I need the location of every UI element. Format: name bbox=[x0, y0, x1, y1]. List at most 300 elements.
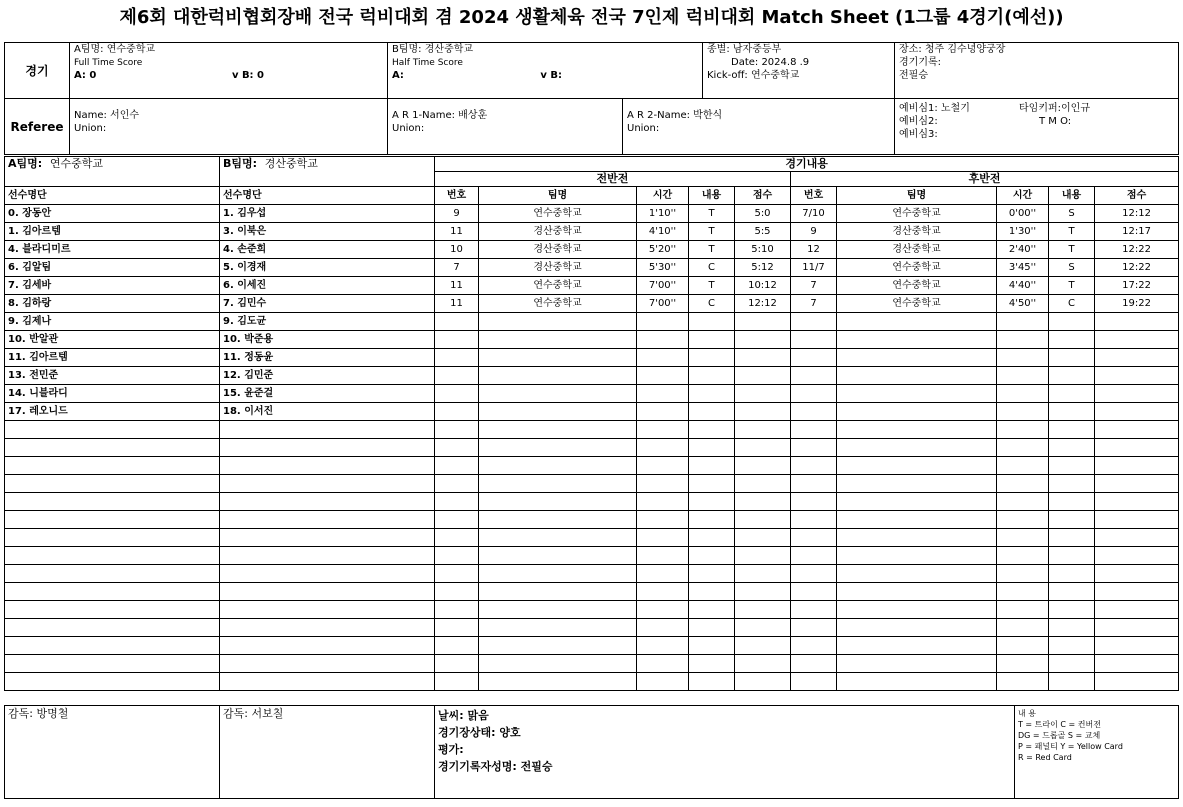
match-label: 경기 bbox=[5, 43, 70, 99]
first-half-team: 연수중학교 bbox=[479, 205, 637, 223]
roster-b-player bbox=[220, 493, 435, 511]
second-half-num bbox=[791, 547, 837, 565]
first-half-type bbox=[689, 403, 735, 421]
first-half-score: 10:12 bbox=[735, 277, 791, 295]
ar2-cell bbox=[623, 99, 895, 155]
coach-b: 감독: 서보칠 bbox=[220, 706, 435, 799]
first-half-score bbox=[735, 673, 791, 691]
first-half-score: 5:5 bbox=[735, 223, 791, 241]
first-half-team: 연수중학교 bbox=[479, 277, 637, 295]
second-half-num bbox=[791, 313, 837, 331]
first-half-time bbox=[637, 493, 689, 511]
first-half-time bbox=[637, 385, 689, 403]
second-half-type bbox=[1049, 313, 1095, 331]
first-half-team bbox=[479, 385, 637, 403]
second-half-team bbox=[837, 403, 997, 421]
first-half-team bbox=[479, 601, 637, 619]
second-half-team bbox=[837, 655, 997, 673]
second-half-score bbox=[1095, 493, 1179, 511]
second-half-type bbox=[1049, 385, 1095, 403]
second-half-score: 17:22 bbox=[1095, 277, 1179, 295]
first-half-num bbox=[435, 565, 479, 583]
first-half-time: 4'10'' bbox=[637, 223, 689, 241]
roster-b-player bbox=[220, 565, 435, 583]
roster-a-player: 6. 김알팀 bbox=[5, 259, 220, 277]
first-half-num bbox=[435, 583, 479, 601]
roster-b-player: 1. 김우섭 bbox=[220, 205, 435, 223]
first-half-team bbox=[479, 619, 637, 637]
table-row bbox=[5, 367, 1179, 385]
second-half-score bbox=[1095, 331, 1179, 349]
officials-cell bbox=[895, 99, 1179, 155]
footer-table bbox=[4, 705, 1179, 799]
first-half-type bbox=[689, 619, 735, 637]
second-half-num bbox=[791, 583, 837, 601]
table-row bbox=[5, 655, 1179, 673]
second-half-type bbox=[1049, 619, 1095, 637]
first-half-time: 5'30'' bbox=[637, 259, 689, 277]
ground-condition: 경기장상태: 양호 bbox=[438, 726, 521, 739]
second-half-time: 1'30'' bbox=[997, 223, 1049, 241]
roster-b-player bbox=[220, 637, 435, 655]
first-half-score bbox=[735, 601, 791, 619]
table-row bbox=[5, 277, 1179, 295]
first-half-team bbox=[479, 547, 637, 565]
roster-a-player bbox=[5, 637, 220, 655]
roster-a-player bbox=[5, 493, 220, 511]
roster-a-player: 14. 니블라디 bbox=[5, 385, 220, 403]
table-row bbox=[5, 439, 1179, 457]
first-half-score: 5:10 bbox=[735, 241, 791, 259]
second-half-score: 12:22 bbox=[1095, 241, 1179, 259]
second-half-num bbox=[791, 619, 837, 637]
first-half-type bbox=[689, 583, 735, 601]
first-half-num bbox=[435, 601, 479, 619]
first-half-score bbox=[735, 439, 791, 457]
second-half-score bbox=[1095, 583, 1179, 601]
roster-a-player: 8. 김하랑 bbox=[5, 295, 220, 313]
first-half-score: 12:12 bbox=[735, 295, 791, 313]
first-half-type: T bbox=[689, 277, 735, 295]
timekeeper: 타임키퍼:이인규 bbox=[1019, 103, 1090, 114]
first-half-type bbox=[689, 601, 735, 619]
second-half-num bbox=[791, 331, 837, 349]
second-half-type bbox=[1049, 457, 1095, 475]
second-half-time bbox=[997, 583, 1049, 601]
col-type-2: 내용 bbox=[1049, 187, 1095, 205]
first-half-time bbox=[637, 349, 689, 367]
roster-b-player bbox=[220, 457, 435, 475]
first-half-score bbox=[735, 529, 791, 547]
full-time-label: Full Time Score bbox=[74, 58, 143, 68]
team-a-heading-label: A팀명: bbox=[8, 157, 43, 170]
second-half-time bbox=[997, 547, 1049, 565]
first-half-score bbox=[735, 349, 791, 367]
second-half-num bbox=[791, 421, 837, 439]
venue-label: 장소: bbox=[899, 44, 922, 55]
first-half-num bbox=[435, 475, 479, 493]
first-half-team bbox=[479, 673, 637, 691]
second-half-team: 경산중학교 bbox=[837, 241, 997, 259]
first-half-type bbox=[689, 547, 735, 565]
full-time-b: v B: 0 bbox=[231, 70, 264, 81]
weather: 날씨: 맑음 bbox=[438, 709, 489, 722]
second-half-num bbox=[791, 529, 837, 547]
first-half-team: 경산중학교 bbox=[479, 223, 637, 241]
second-half-team bbox=[837, 529, 997, 547]
table-row bbox=[5, 565, 1179, 583]
second-half-score bbox=[1095, 403, 1179, 421]
first-half-team bbox=[479, 439, 637, 457]
col-score-1: 점수 bbox=[735, 187, 791, 205]
second-half-type bbox=[1049, 547, 1095, 565]
first-half-time bbox=[637, 475, 689, 493]
second-half-team: 연수중학교 bbox=[837, 205, 997, 223]
table-row bbox=[5, 259, 1179, 277]
division-label: 종별: bbox=[707, 44, 730, 55]
first-half-num bbox=[435, 493, 479, 511]
col-type-1: 내용 bbox=[689, 187, 735, 205]
first-half-num: 7 bbox=[435, 259, 479, 277]
second-half-type bbox=[1049, 511, 1095, 529]
table-row bbox=[5, 313, 1179, 331]
first-half-num: 10 bbox=[435, 241, 479, 259]
second-half-time bbox=[997, 493, 1049, 511]
roster-a-player bbox=[5, 601, 220, 619]
second-half-score bbox=[1095, 511, 1179, 529]
first-half-type bbox=[689, 475, 735, 493]
second-half-score bbox=[1095, 547, 1179, 565]
second-half-num: 7/10 bbox=[791, 205, 837, 223]
reserve-1: 예비심1: 노철기 bbox=[899, 103, 970, 114]
second-half-type bbox=[1049, 493, 1095, 511]
first-half-num bbox=[435, 385, 479, 403]
first-half-num bbox=[435, 655, 479, 673]
first-half-time bbox=[637, 655, 689, 673]
first-half-team bbox=[479, 403, 637, 421]
recorder-name: 전필승 bbox=[899, 70, 928, 81]
table-row bbox=[5, 421, 1179, 439]
first-half-team bbox=[479, 349, 637, 367]
kickoff: Kick-off: 연수중학교 bbox=[707, 70, 800, 81]
second-half-score bbox=[1095, 313, 1179, 331]
second-half-score bbox=[1095, 385, 1179, 403]
legend-box bbox=[1015, 706, 1179, 799]
roster-b-player: 15. 윤준걸 bbox=[220, 385, 435, 403]
first-half-score bbox=[735, 655, 791, 673]
first-half-team bbox=[479, 655, 637, 673]
legend-title: 내 용 bbox=[1018, 709, 1036, 718]
second-half-time bbox=[997, 439, 1049, 457]
second-half-score bbox=[1095, 655, 1179, 673]
first-half-team bbox=[479, 565, 637, 583]
roster-b-player: 10. 박준용 bbox=[220, 331, 435, 349]
table-row bbox=[5, 241, 1179, 259]
first-half-team bbox=[479, 583, 637, 601]
table-row bbox=[5, 475, 1179, 493]
table-row bbox=[5, 223, 1179, 241]
roster-a-player: 17. 레오니드 bbox=[5, 403, 220, 421]
second-half-num bbox=[791, 511, 837, 529]
first-half-time: 7'00'' bbox=[637, 295, 689, 313]
second-half-num: 11/7 bbox=[791, 259, 837, 277]
second-half-type bbox=[1049, 583, 1095, 601]
ar1-cell bbox=[388, 99, 623, 155]
second-half-score bbox=[1095, 673, 1179, 691]
first-half-type: C bbox=[689, 295, 735, 313]
table-row bbox=[5, 385, 1179, 403]
roster-a-player bbox=[5, 619, 220, 637]
first-half-type bbox=[689, 565, 735, 583]
referee-name: Name: 서인수 bbox=[74, 110, 140, 121]
second-half-score: 12:17 bbox=[1095, 223, 1179, 241]
first-half-team bbox=[479, 511, 637, 529]
table-row bbox=[5, 493, 1179, 511]
ar2-union: Union: bbox=[627, 123, 660, 134]
half-time-a: A: bbox=[392, 70, 404, 81]
table-row bbox=[5, 403, 1179, 421]
legend-line: P = 패널티 Y = Yellow Card bbox=[1018, 742, 1123, 751]
second-half-type bbox=[1049, 403, 1095, 421]
roster-a-player bbox=[5, 421, 220, 439]
roster-a-player bbox=[5, 439, 220, 457]
reserve-2: 예비심2: bbox=[899, 116, 938, 127]
second-half-num bbox=[791, 403, 837, 421]
first-half-score bbox=[735, 385, 791, 403]
first-half-num: 11 bbox=[435, 295, 479, 313]
second-half-type bbox=[1049, 439, 1095, 457]
first-half-team bbox=[479, 367, 637, 385]
first-half-team: 연수중학교 bbox=[479, 295, 637, 313]
first-half-type: C bbox=[689, 259, 735, 277]
first-half-time bbox=[637, 511, 689, 529]
second-half-num bbox=[791, 655, 837, 673]
second-half-num bbox=[791, 601, 837, 619]
second-half-num bbox=[791, 493, 837, 511]
table-row bbox=[5, 637, 1179, 655]
roster-b-player: 3. 이북은 bbox=[220, 223, 435, 241]
first-half-team bbox=[479, 331, 637, 349]
roster-b-player: 12. 김민준 bbox=[220, 367, 435, 385]
second-half-team bbox=[837, 349, 997, 367]
first-half-score bbox=[735, 547, 791, 565]
first-half-team bbox=[479, 457, 637, 475]
first-half-type bbox=[689, 655, 735, 673]
second-half-team bbox=[837, 439, 997, 457]
roster-b-player: 5. 이경재 bbox=[220, 259, 435, 277]
roster-a-player bbox=[5, 529, 220, 547]
first-half-num bbox=[435, 421, 479, 439]
roster-b-player bbox=[220, 583, 435, 601]
first-half-time bbox=[637, 673, 689, 691]
second-half-time bbox=[997, 349, 1049, 367]
first-half-num bbox=[435, 349, 479, 367]
record-label: 경기기록: bbox=[899, 57, 942, 68]
second-half-num bbox=[791, 457, 837, 475]
second-half-score bbox=[1095, 475, 1179, 493]
roster-a-player bbox=[5, 547, 220, 565]
first-half-num bbox=[435, 511, 479, 529]
team-b-name: 경산중학교 bbox=[424, 44, 474, 55]
second-half-type bbox=[1049, 565, 1095, 583]
first-half-type bbox=[689, 439, 735, 457]
first-half-time bbox=[637, 457, 689, 475]
team-a-name: 연수중학교 bbox=[106, 44, 156, 55]
table-row bbox=[5, 205, 1179, 223]
second-half-num bbox=[791, 367, 837, 385]
page-title: 제6회 대한럭비협회장배 전국 럭비대회 겸 2024 생활체육 전국 7인제 럭비대회 Match Sheet (1그룹 4경기(예선)) bbox=[119, 7, 1064, 28]
second-half-type: T bbox=[1049, 277, 1095, 295]
second-half-team bbox=[837, 673, 997, 691]
first-half-type bbox=[689, 529, 735, 547]
second-half-team bbox=[837, 601, 997, 619]
referee-label: Referee bbox=[5, 99, 70, 155]
table-row bbox=[5, 619, 1179, 637]
first-half-heading: 전반전 bbox=[435, 172, 791, 187]
first-half-type bbox=[689, 385, 735, 403]
second-half-time bbox=[997, 565, 1049, 583]
second-half-team bbox=[837, 457, 997, 475]
second-half-num bbox=[791, 475, 837, 493]
first-half-type bbox=[689, 331, 735, 349]
second-half-type: T bbox=[1049, 223, 1095, 241]
second-half-heading: 후반전 bbox=[791, 172, 1179, 187]
second-half-time: 0'00'' bbox=[997, 205, 1049, 223]
first-half-score bbox=[735, 367, 791, 385]
first-half-time: 5'20'' bbox=[637, 241, 689, 259]
second-half-score bbox=[1095, 457, 1179, 475]
second-half-time bbox=[997, 511, 1049, 529]
first-half-num: 9 bbox=[435, 205, 479, 223]
second-half-score bbox=[1095, 529, 1179, 547]
second-half-score bbox=[1095, 367, 1179, 385]
evaluation: 평가: bbox=[438, 743, 464, 756]
second-half-type bbox=[1049, 331, 1095, 349]
roster-a-player bbox=[5, 511, 220, 529]
second-half-time bbox=[997, 673, 1049, 691]
first-half-score bbox=[735, 457, 791, 475]
second-half-type bbox=[1049, 349, 1095, 367]
second-half-team bbox=[837, 385, 997, 403]
roster-b-player bbox=[220, 655, 435, 673]
second-half-team bbox=[837, 637, 997, 655]
second-half-time: 3'45'' bbox=[997, 259, 1049, 277]
roster-b-player bbox=[220, 421, 435, 439]
first-half-team bbox=[479, 421, 637, 439]
first-half-team: 경산중학교 bbox=[479, 259, 637, 277]
table-row bbox=[5, 331, 1179, 349]
team-a-cell bbox=[70, 43, 388, 99]
second-half-type: T bbox=[1049, 241, 1095, 259]
referee-union: Union: bbox=[74, 123, 107, 134]
second-half-type bbox=[1049, 421, 1095, 439]
second-half-time bbox=[997, 529, 1049, 547]
second-half-score bbox=[1095, 619, 1179, 637]
second-half-time: 2'40'' bbox=[997, 241, 1049, 259]
second-half-num bbox=[791, 565, 837, 583]
second-half-time bbox=[997, 313, 1049, 331]
first-half-time bbox=[637, 529, 689, 547]
first-half-time bbox=[637, 367, 689, 385]
table-row bbox=[5, 295, 1179, 313]
first-half-time bbox=[637, 547, 689, 565]
legend-line: T = 트라이 C = 컨버젼 bbox=[1018, 720, 1101, 729]
ar2-name: A R 2-Name: 박한식 bbox=[627, 110, 723, 121]
table-row bbox=[5, 601, 1179, 619]
first-half-time bbox=[637, 439, 689, 457]
col-num-2: 번호 bbox=[791, 187, 837, 205]
first-half-score bbox=[735, 493, 791, 511]
second-half-type bbox=[1049, 673, 1095, 691]
match-date: Date: 2024.8 .9 bbox=[731, 57, 810, 68]
first-half-time bbox=[637, 601, 689, 619]
second-half-time bbox=[997, 655, 1049, 673]
first-half-num bbox=[435, 637, 479, 655]
team-b-heading-label: B팀명: bbox=[223, 157, 258, 170]
roster-a-player: 13. 전민준 bbox=[5, 367, 220, 385]
team-b-heading-name: 경산중학교 bbox=[264, 157, 318, 170]
first-half-time bbox=[637, 421, 689, 439]
first-half-type bbox=[689, 421, 735, 439]
reserve-3: 예비심3: bbox=[899, 129, 938, 140]
first-half-score bbox=[735, 637, 791, 655]
second-half-time bbox=[997, 403, 1049, 421]
roster-b-player: 4. 손준희 bbox=[220, 241, 435, 259]
second-half-num bbox=[791, 349, 837, 367]
first-half-time bbox=[637, 331, 689, 349]
first-half-team bbox=[479, 313, 637, 331]
first-half-type bbox=[689, 457, 735, 475]
roster-b-player bbox=[220, 673, 435, 691]
roster-a-player: 11. 김아르템 bbox=[5, 349, 220, 367]
roster-b-player: 18. 이서진 bbox=[220, 403, 435, 421]
second-half-num bbox=[791, 637, 837, 655]
roster-b-player bbox=[220, 475, 435, 493]
first-half-score bbox=[735, 403, 791, 421]
first-half-team bbox=[479, 493, 637, 511]
first-half-num: 11 bbox=[435, 223, 479, 241]
roster-b-player: 11. 정동윤 bbox=[220, 349, 435, 367]
roster-a-player bbox=[5, 565, 220, 583]
coach-a: 감독: 방명철 bbox=[5, 706, 220, 799]
first-half-time bbox=[637, 619, 689, 637]
roster-b-player bbox=[220, 529, 435, 547]
roster-b-heading: 선수명단 bbox=[220, 187, 435, 205]
half-time-b: v B: bbox=[540, 70, 562, 81]
roster-b-player bbox=[220, 439, 435, 457]
first-half-num bbox=[435, 547, 479, 565]
first-half-time bbox=[637, 313, 689, 331]
roster-a-player bbox=[5, 475, 220, 493]
second-half-score: 12:22 bbox=[1095, 259, 1179, 277]
second-half-team: 경산중학교 bbox=[837, 223, 997, 241]
roster-b-player bbox=[220, 511, 435, 529]
first-half-time bbox=[637, 403, 689, 421]
roster-b-player: 9. 김도균 bbox=[220, 313, 435, 331]
second-half-time bbox=[997, 475, 1049, 493]
venue-value: 청주 김수녕양궁장 bbox=[924, 44, 1006, 55]
match-content-heading: 경기내용 bbox=[435, 157, 1179, 172]
second-half-time bbox=[997, 421, 1049, 439]
roster-b-player bbox=[220, 547, 435, 565]
second-half-score bbox=[1095, 439, 1179, 457]
table-row bbox=[5, 349, 1179, 367]
table-row bbox=[5, 457, 1179, 475]
second-half-team bbox=[837, 421, 997, 439]
roster-a-player: 0. 장동안 bbox=[5, 205, 220, 223]
first-half-num bbox=[435, 529, 479, 547]
roster-b-player bbox=[220, 601, 435, 619]
